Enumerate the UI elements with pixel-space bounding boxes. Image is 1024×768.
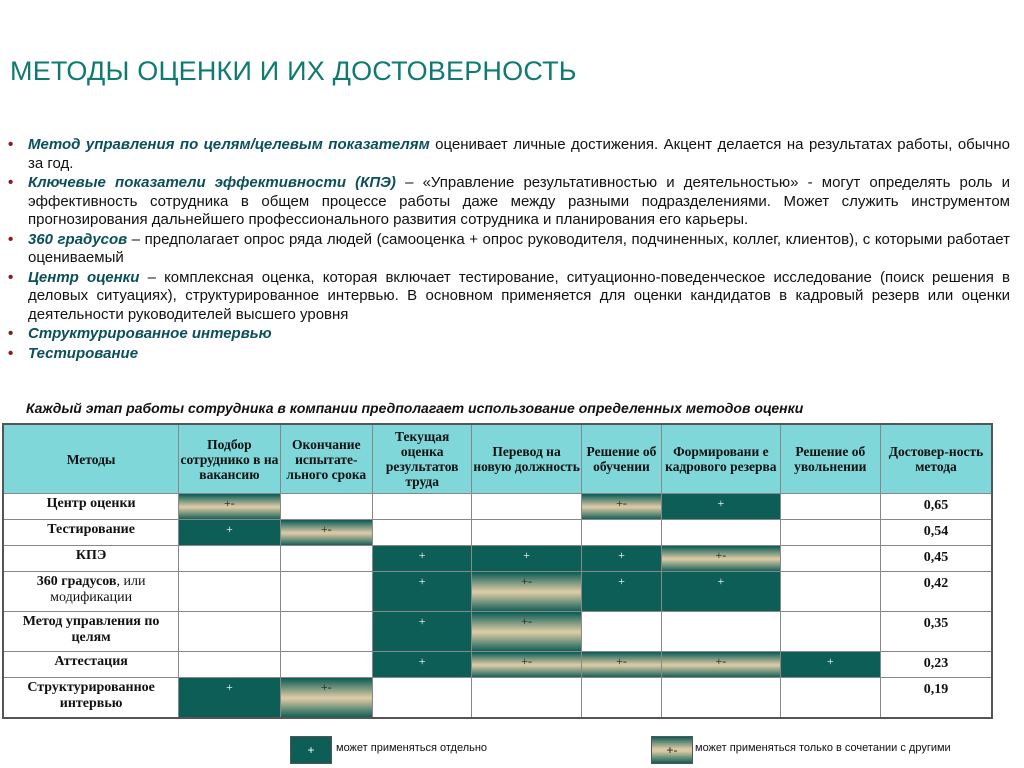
reliability-value: 0,23 [880,652,992,678]
bullet-term: Структурированное интервью [28,325,272,342]
method-name: КПЭ [75,548,107,563]
legend-swatch-dark: + [290,736,332,764]
applicability-cell [372,678,471,719]
applicability-cell: + [372,546,471,572]
column-header: Формировани е кадрового резерва [662,424,780,494]
applicability-cell: + [780,652,880,678]
table-row [3,572,992,612]
column-header: Перевод на новую должность [472,424,581,494]
column-header: Достовер-ность метода [880,424,992,494]
applicability-cell [280,494,372,520]
applicability-cell [780,520,880,546]
page-title: МЕТОДЫ ОЦЕНКИ И ИХ ДОСТОВЕРНОСТЬ [10,56,577,86]
table-row [3,652,992,678]
bullet-text: – «Управление результативностью и деятельностью» - могут определять роль и эффективность сотрудника в общем процессе работы даже между разными подразделениями. Может служить инструментом прогнозирования дальнейшего профессионального развития сотрудника и планирования его карьеры. [28,174,1010,228]
column-header: Текущая оценка результатов труда [372,424,471,494]
applicability-cell [280,652,372,678]
applicability-cell [581,678,661,719]
applicability-cell: + [372,612,471,652]
applicability-cell [581,612,661,652]
bullet-item [8,231,1010,268]
applicability-cell: +- [662,546,780,572]
applicability-cell [662,612,780,652]
method-name: Метод управления по целям [22,614,160,645]
applicability-cell [472,678,581,719]
applicability-cell [372,494,471,520]
applicability-cell [662,678,780,719]
legend-label: может применяться только в сочетании с другими [695,742,951,754]
applicability-cell: +- [179,494,280,520]
applicability-cell [780,678,880,719]
reliability-value: 0,65 [880,494,992,520]
applicability-cell [179,546,280,572]
reliability-value: 0,42 [880,572,992,612]
applicability-cell: +- [662,652,780,678]
legend-label: может применяться отдельно [336,742,488,754]
applicability-cell [280,612,372,652]
bullet-text: – предполагает опрос ряда людей (самооценка + опрос руководителя, подчиненных, коллег, клиентов), с которыми работает оцениваемый [28,230,1010,266]
applicability-cell: +- [581,494,661,520]
applicability-cell: +- [472,612,581,652]
method-name: Аттестация [54,654,128,669]
methods-table [2,423,993,719]
column-header: Методы [3,424,179,494]
applicability-cell: + [662,572,780,612]
row-method-label [3,546,179,572]
method-name: Центр оценки [46,496,136,511]
applicability-cell [280,572,372,612]
applicability-cell [372,520,471,546]
applicability-cell: + [581,572,661,612]
applicability-cell: + [581,546,661,572]
applicability-cell: + [179,520,280,546]
table-row [3,520,992,546]
bullet-term: Ключевые показатели эффективности (КПЭ) [28,174,396,191]
row-method-label [3,494,179,520]
applicability-cell [780,572,880,612]
method-name: Структурированное интервью [27,680,155,711]
applicability-cell [780,612,880,652]
table-header-row [3,424,992,494]
methods-bullet-list [8,136,1010,364]
bullet-item [8,174,1010,230]
column-header: Решение об обучении [581,424,661,494]
table-row [3,546,992,572]
bullet-item [8,325,1010,344]
column-header: Решение об увольнении [780,424,880,494]
method-name-extra: , или модификации [50,574,146,605]
applicability-cell [179,652,280,678]
bullet-item [8,345,1010,364]
bullet-term: Тестирование [28,344,139,362]
applicability-cell [179,612,280,652]
bullet-item [8,136,1010,173]
applicability-cell: + [372,652,471,678]
legend-swatch-tan: +- [651,736,693,764]
bullet-term: Центр оценки [28,268,140,286]
applicability-cell: +- [280,520,372,546]
table-body [3,494,992,719]
applicability-cell: +- [280,678,372,719]
row-method-label [3,572,179,612]
bullet-text: – комплексная оценка, которая включает тестирование, ситуационно-поведенческое исследование (поиск решения в деловых ситуациях), структурированное интервью. В основном применяется для оценки кандидатов в кадровый резерв или оценки деятельности руководителей высшего уровня [28,268,1010,323]
applicability-cell: +- [581,652,661,678]
legend-combined [651,736,1023,762]
legend-separate [290,736,550,762]
column-header: Окончание испытате-льного срока [280,424,372,494]
applicability-cell [472,494,581,520]
table-row [3,612,992,652]
bullet-term: 360 градусов [28,230,128,248]
applicability-cell [179,572,280,612]
method-name: 360 градусов [36,574,117,589]
applicability-cell: +- [472,572,581,612]
row-method-label [3,678,179,719]
applicability-cell [280,546,372,572]
reliability-value: 0,45 [880,546,992,572]
table-row [3,678,992,719]
applicability-cell: + [372,572,471,612]
applicability-cell [472,520,581,546]
applicability-cell: + [662,494,780,520]
reliability-value: 0,54 [880,520,992,546]
applicability-cell [780,546,880,572]
row-method-label [3,520,179,546]
table-row [3,494,992,520]
row-method-label [3,612,179,652]
method-name: Тестирование [47,522,135,537]
bullet-term: Метод управления по целям/целевым показателям [28,136,430,153]
reliability-value: 0,35 [880,612,992,652]
table-caption: Каждый этап работы сотрудника в компании предполагает использование определенных методов оценки [26,400,804,416]
bullet-item [8,269,1010,325]
applicability-cell: +- [472,652,581,678]
reliability-value: 0,19 [880,678,992,719]
applicability-cell: + [472,546,581,572]
applicability-cell [581,520,661,546]
applicability-cell [780,494,880,520]
bullet-text: оценивает личные достижения. Акцент делается на результатах работы, обычно за год. [28,136,1010,172]
row-method-label [3,652,179,678]
applicability-cell: + [179,678,280,719]
applicability-cell [662,520,780,546]
column-header: Подбор сотруднико в на вакансию [179,424,280,494]
